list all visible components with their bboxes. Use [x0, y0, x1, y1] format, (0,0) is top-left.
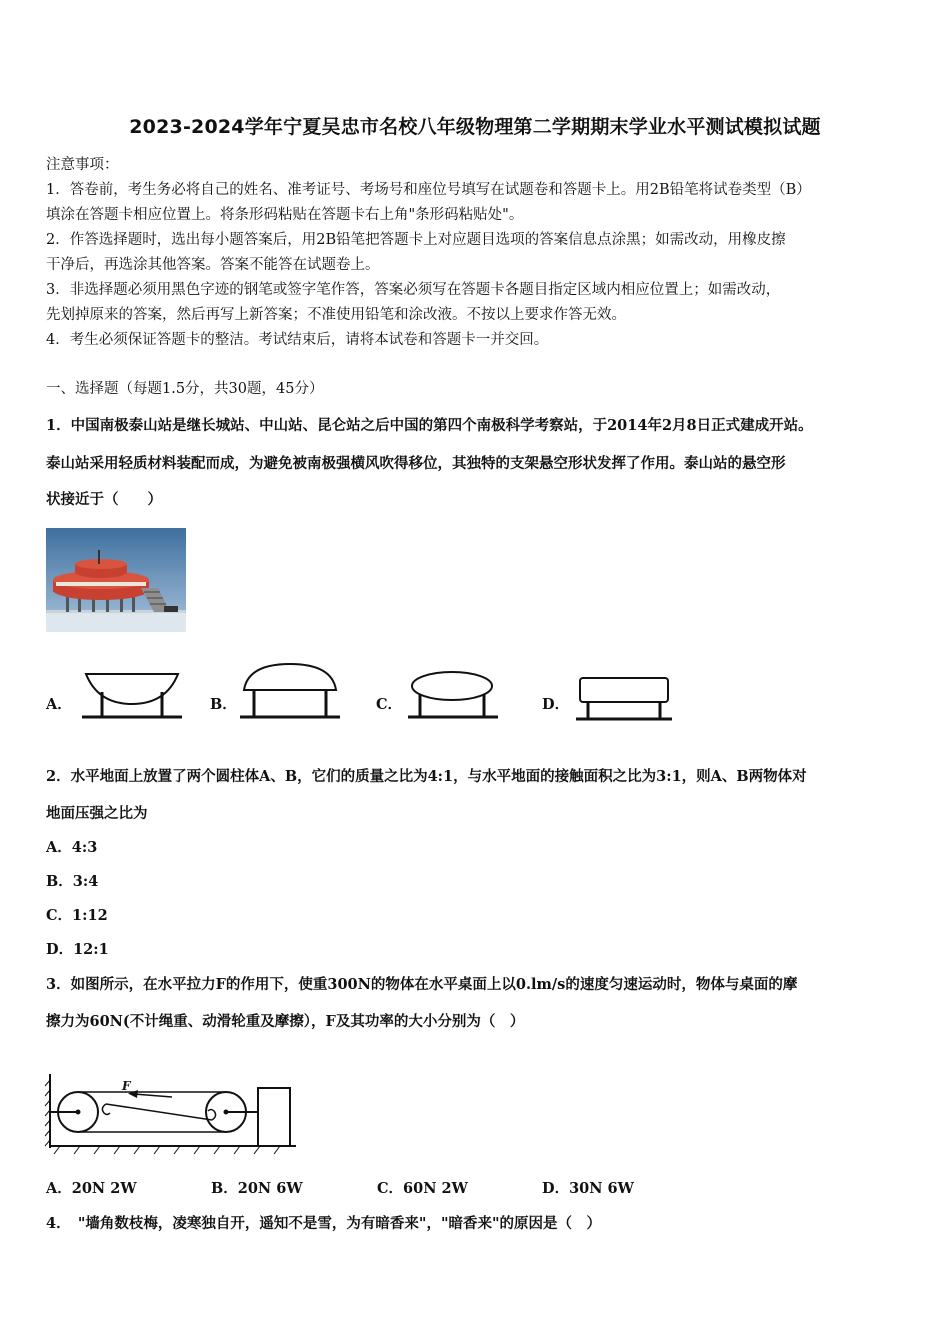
question-3-option: C．60N 2W: [377, 1180, 468, 1197]
question-1-line: 泰山站采用轻质材料装配而成，为避免被南极强横风吹得移位，其独特的支架悬空形状发挥了作用。泰山站的悬空形: [46, 455, 786, 472]
option-b-label: B．: [210, 696, 237, 713]
question-2-option: A．4:3: [46, 839, 98, 856]
question-2-line: 地面压强之比为: [46, 805, 148, 822]
notice-line: 填涂在答题卡相应位置上。将条形码粘贴在答题卡右上角"条形码粘贴处"。: [46, 207, 524, 223]
question-2-option: C．1:12: [46, 907, 108, 924]
station-photo: [46, 528, 186, 632]
page-title: 2023-2024学年宁夏吴忠市名校八年级物理第二学期期末学业水平测试模拟试题: [129, 116, 821, 138]
notice-line: 2．作答选择题时，选出每小题答案后，用2B铅笔把答题卡上对应题目选项的答案信息点涂黑；如需改动，用橡皮擦: [46, 232, 786, 248]
question-3-line: 3．如图所示，在水平拉力F的作用下，使重300N的物体在水平桌面上以0.lm/s的速度匀速运动时，物体与桌面的摩: [46, 976, 798, 993]
option-a-label: A．: [46, 696, 72, 713]
notice-line: 干净后，再选涂其他答案。答案不能答在试题卷上。: [46, 257, 380, 273]
question-1-line: 状接近于（ ）: [46, 491, 162, 508]
option-d-shape: [574, 674, 674, 728]
notice-line: 1．答卷前，考生务必将自己的姓名、准考证号、考场号和座位号填写在试题卷和答题卡上。用2B铅笔将试卷类型（B）: [46, 182, 811, 198]
option-a-shape: [80, 668, 184, 726]
force-label: F: [122, 1079, 131, 1093]
option-d-label: D．: [542, 696, 570, 713]
question-2-option: B．3:4: [46, 873, 99, 890]
notice-line: 3．非选择题必须用黑色字迹的钢笔或签字笔作答，答案必须写在答题卡各题目指定区域内相应位置上；如需改动，: [46, 282, 781, 298]
question-3-line: 擦力为60N(不计绳重、动滑轮重及摩擦），F及其功率的大小分别为（ ）: [46, 1013, 525, 1030]
option-c-label: C．: [376, 696, 403, 713]
question-3-option: B．20N 6W: [211, 1180, 303, 1197]
question-3-option: D．30N 6W: [542, 1180, 634, 1197]
option-c-shape: [406, 664, 500, 726]
notice-heading: 注意事项：: [46, 157, 119, 173]
question-2-line: 2．水平地面上放置了两个圆柱体A、B，它们的质量之比为4:1，与水平地面的接触面积之比为3:1，则A、B两物体对: [46, 768, 807, 785]
notice-line: 4．考生必须保证答题卡的整洁。考试结束后，请将本试卷和答题卡一并交回。: [46, 332, 549, 348]
question-2-option: D．12:1: [46, 941, 109, 958]
question-3-option: A．20N 2W: [46, 1180, 137, 1197]
pulley-diagram: [44, 1070, 304, 1164]
question-1-line: 1．中国南极泰山站是继长城站、中山站、昆仑站之后中国的第四个南极科学考察站，于2014年2月8日正式建成开站。: [46, 417, 813, 434]
notice-line: 先划掉原来的答案，然后再写上新答案；不准使用铅笔和涂改液。不按以上要求作答无效。: [46, 307, 626, 323]
question-4-line: 4． "墙角数枝梅，凌寒独自开，遥知不是雪，为有暗香来"，"暗香来"的原因是（ ）: [46, 1215, 602, 1232]
section-heading: 一、选择题（每题1.5分，共30题，45分）: [46, 381, 324, 397]
option-b-shape: [238, 660, 342, 726]
